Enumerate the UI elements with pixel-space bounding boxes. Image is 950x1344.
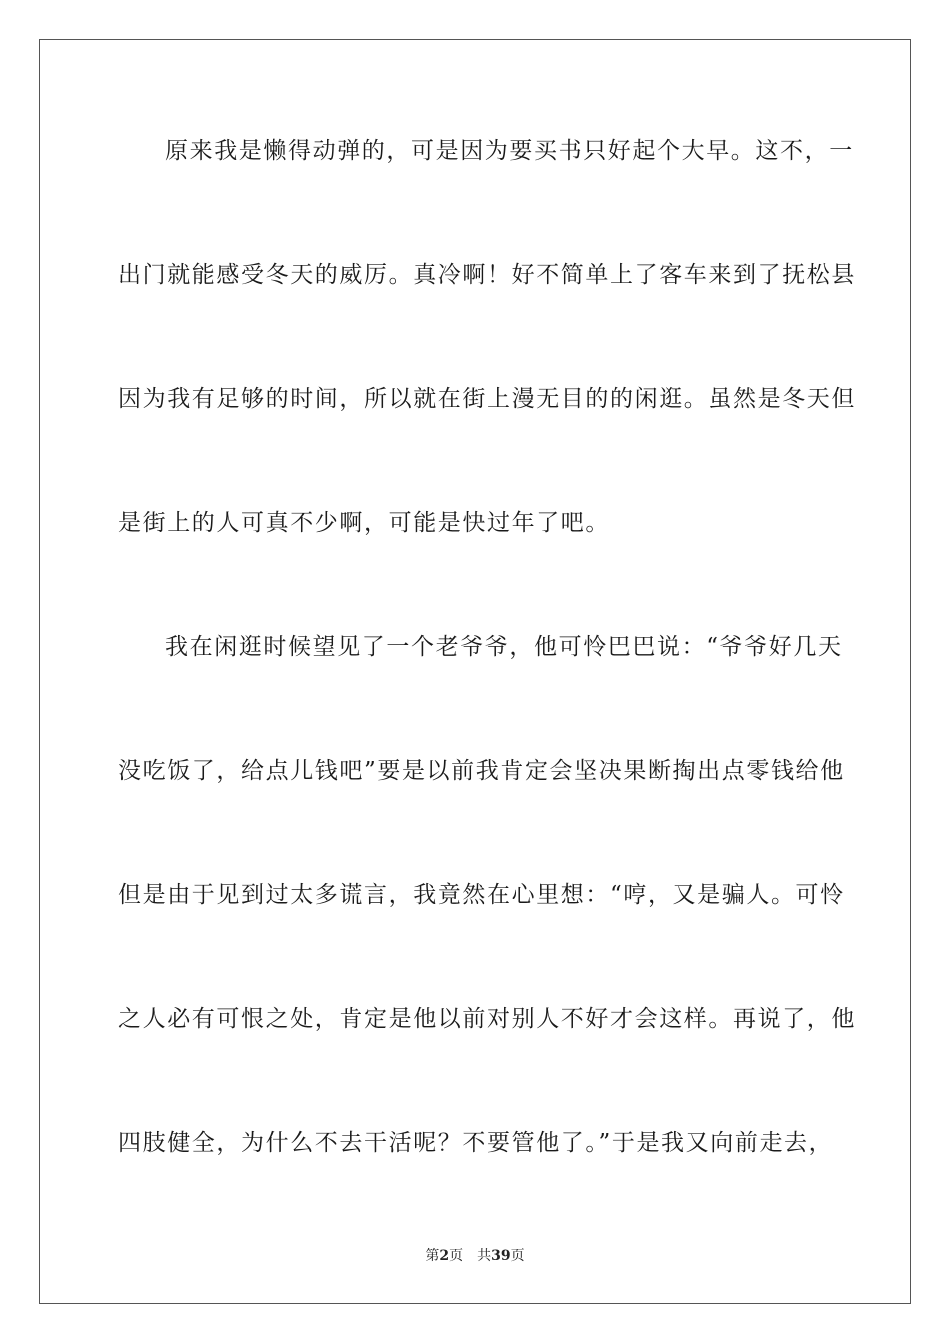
paragraph-2-line-2: 没吃饭了，给点儿钱吧”要是以前我肯定会坚决果断掏出点零钱给他: [118, 758, 845, 784]
page-prefix: 第: [425, 1248, 440, 1264]
page-indicator: [425, 1247, 463, 1265]
page-footer: [0, 1247, 950, 1265]
total-prefix: 共: [477, 1248, 492, 1264]
paragraph-2-line-4: 之人必有可恨之处，肯定是他以前对别人不好才会这样。再说了，他: [118, 1006, 856, 1032]
paragraph-1-line-2: 出门就能感受冬天的威厉。真冷啊！好不简单上了客车来到了抚松县: [118, 262, 856, 288]
page-number: 2: [439, 1248, 450, 1264]
paragraph-1-line-4: 是街上的人可真不少啊，可能是快过年了吧。: [118, 510, 610, 536]
total-pages-number: 39: [491, 1248, 511, 1264]
paragraph-2-line-1: 我在闲逛时候望见了一个老爷爷，他可怜巴巴说：“爷爷好几天: [165, 634, 843, 660]
paragraph-2-line-5: 四肢健全，为什么不去干活呢？不要管他了。”于是我又向前走去，: [118, 1130, 834, 1156]
paragraph-1-line-3: 因为我有足够的时间，所以就在街上漫无目的的闲逛。虽然是冬天但: [118, 386, 856, 412]
paragraph-2-line-3: 但是由于见到过太多谎言，我竟然在心里想：“哼，又是骗人。可怜: [118, 882, 845, 908]
paragraph-1-line-1: 原来我是懒得动弹的，可是因为要买书只好起个大早。这不，一: [165, 138, 854, 164]
page-suffix: 页: [449, 1248, 464, 1264]
total-suffix: 页: [510, 1248, 525, 1264]
total-pages-indicator: [477, 1247, 524, 1265]
page-border: [39, 39, 911, 1304]
